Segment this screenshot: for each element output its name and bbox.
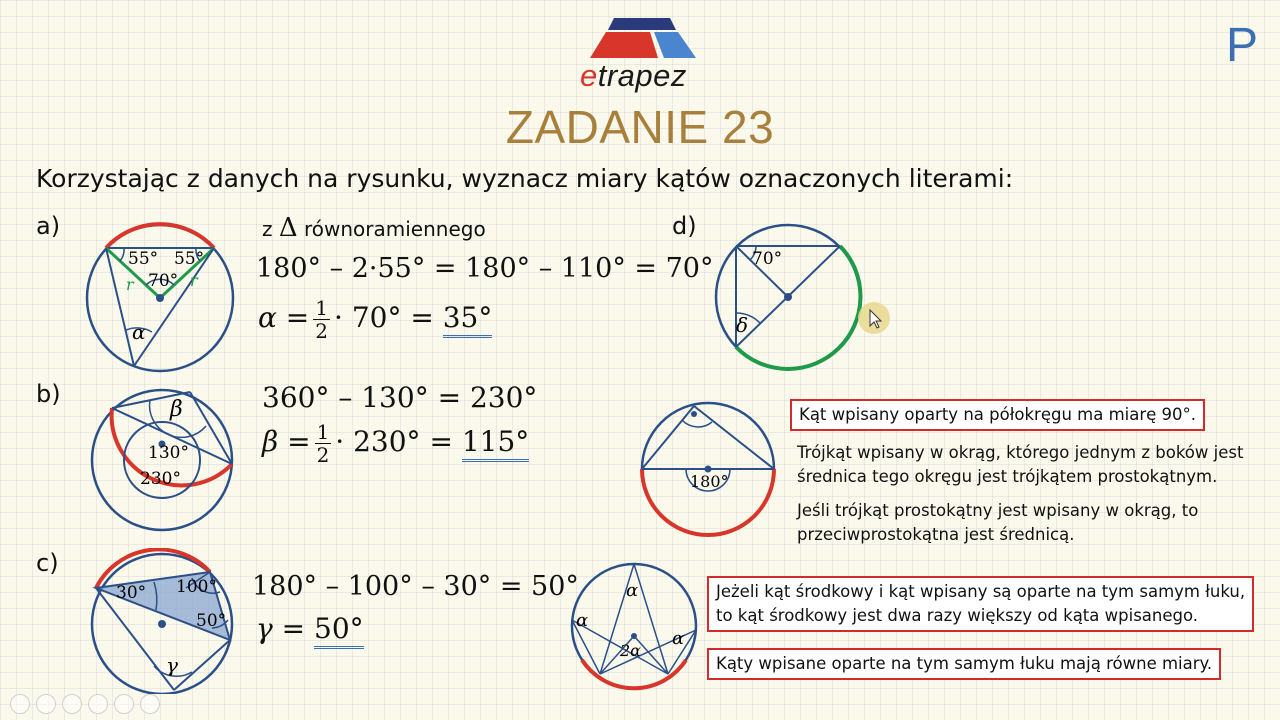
part-a-result: 35°: [443, 301, 493, 338]
label-d: d): [672, 212, 697, 240]
part-b-equation-1: 360° – 130° = 230°: [262, 381, 538, 414]
figure-a: [82, 218, 242, 374]
fig-a-radius-left: r: [126, 275, 134, 294]
theorem-central-angle-box: Jeżeli kąt środkowy i kąt wpisany są oparte na tym samym łuku, to kąt środkowy jest dwa razy większy od kąta wpisanego.: [707, 576, 1254, 632]
fig-d-angle-70: 70°: [752, 249, 783, 269]
prev-icon[interactable]: [10, 694, 30, 714]
task-instruction: Korzystając z danych na rysunku, wyznacz miary kątów oznaczonych literami:: [36, 164, 1014, 193]
fig-b-angle-130: 130°: [148, 443, 189, 463]
mouse-cursor-icon: [856, 300, 892, 336]
part-b-equation-2: β = $\frac{1}{2}$ · 230° = 115°: [262, 420, 530, 467]
part-c-equation-2: γ = 50°: [256, 612, 364, 645]
logo-text: etrapez: [580, 58, 687, 93]
fig-a-angle-center: 70°: [148, 271, 179, 291]
theorem-equal-inscribed-box: Kąty wpisane oparte na tym samym łuku mają równe miary.: [707, 648, 1221, 680]
figure-d: [712, 220, 868, 374]
inscribed-angles-figure: [564, 560, 706, 696]
fig-a-angle-right: 55°: [174, 249, 205, 269]
fig-b-beta: β: [170, 397, 183, 422]
part-a-equation-2: α = $\frac{1}{2}$ · 70° = 35°: [258, 296, 493, 343]
inscribed-alpha-left: α: [576, 610, 589, 631]
semicircle-label-180: 180°: [690, 472, 729, 491]
label-a: a): [36, 212, 61, 240]
fig-c-gamma: γ: [166, 653, 178, 677]
pages-icon[interactable]: [88, 694, 108, 714]
isosceles-note: z Δ równoramiennego: [262, 213, 486, 243]
page-letter: P: [1226, 19, 1259, 72]
pen-icon[interactable]: [62, 694, 82, 714]
figure-b: [86, 386, 240, 532]
fig-c-angle-30: 30°: [116, 583, 147, 603]
inscribed-alpha-right: α: [672, 628, 685, 649]
settings-icon[interactable]: [140, 694, 160, 714]
inscribed-alpha-top: α: [626, 580, 639, 601]
figure-c: [86, 548, 240, 694]
part-a-equation-1: 180° – 2·55° = 180° – 110° = 70°: [256, 253, 714, 284]
player-toolbar: [10, 694, 160, 714]
part-c-equation-1: 180° – 100° – 30° = 50°: [252, 571, 579, 602]
etrapez-logo-mark: [588, 16, 700, 62]
fig-a-alpha: α: [132, 320, 146, 344]
semicircle-figure: [636, 400, 782, 538]
next-icon[interactable]: [36, 694, 56, 714]
part-c-result: 50°: [314, 612, 364, 649]
page-title: ZADANIE 23: [505, 101, 775, 153]
zoom-icon[interactable]: [114, 694, 134, 714]
part-b-result: 115°: [462, 425, 529, 462]
theorem-semicircle-box: Kąt wpisany oparty na półokręgu ma miarę 90°.: [790, 399, 1205, 431]
fig-b-angle-230: 230°: [140, 469, 181, 489]
fig-a-radius-right: r: [190, 271, 198, 290]
theorem-triangle-diameter: Trójkąt wpisany w okrąg, którego jednym z boków jest średnica tego okręgu jest trójkątem prostokątnym.: [797, 443, 1244, 486]
inscribed-central-2alpha: 2α: [620, 641, 641, 660]
fig-c-angle-50: 50°: [196, 611, 227, 631]
theorem-right-triangle-hypotenuse: Jeśli trójkąt prostokątny jest wpisany w okrąg, to przeciwprostokątna jest średnicą.: [797, 501, 1199, 544]
fig-d-delta: δ: [736, 313, 749, 337]
fig-a-angle-left: 55°: [128, 249, 159, 269]
fig-c-angle-100: 100°: [176, 577, 217, 597]
label-b: b): [36, 380, 61, 408]
label-c: c): [36, 549, 59, 577]
